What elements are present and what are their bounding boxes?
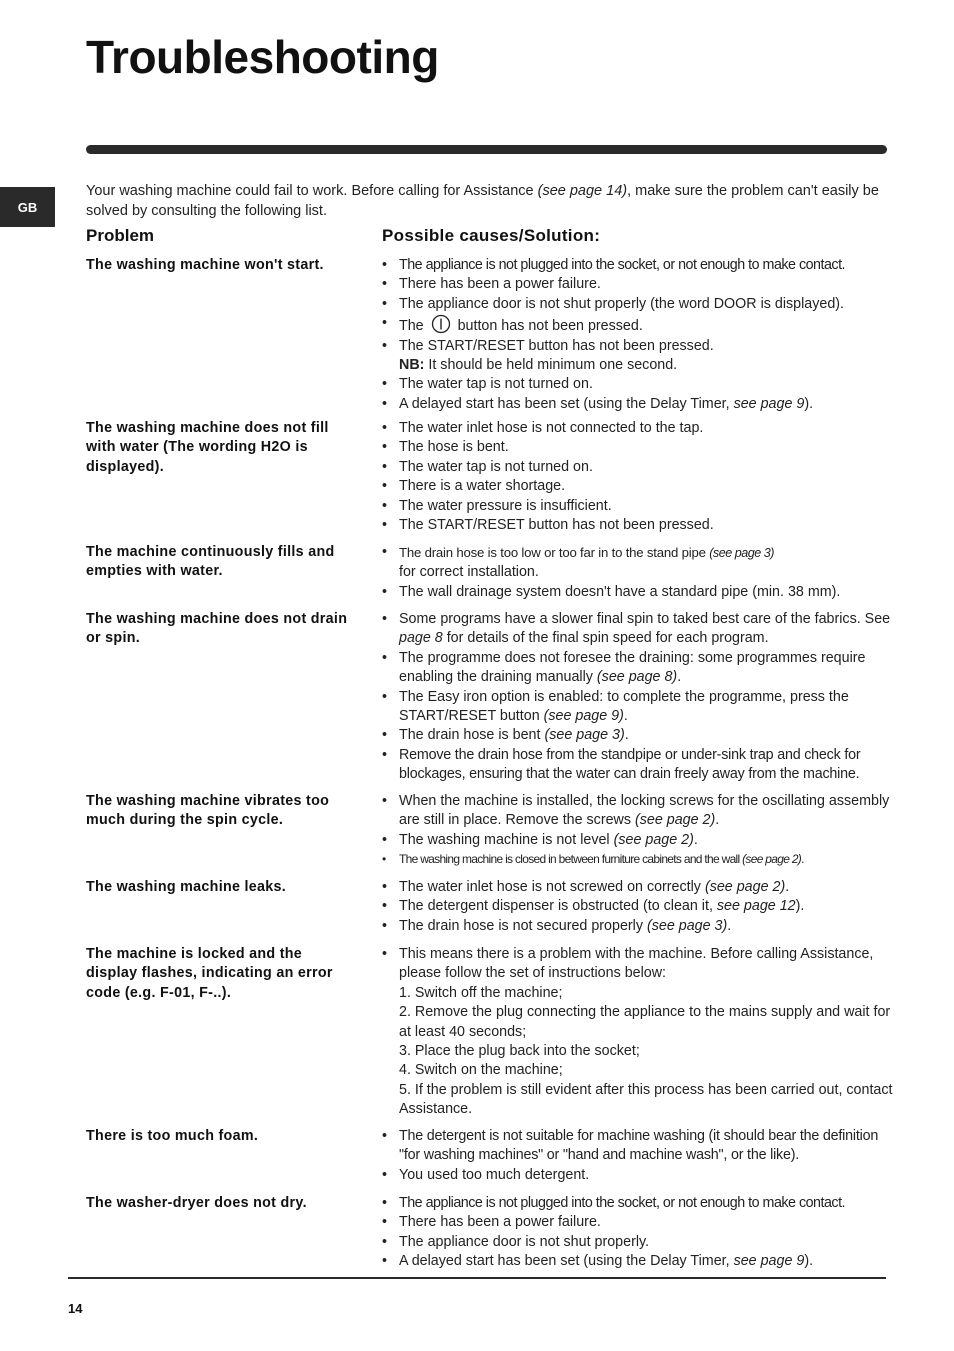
causes-column-header: Possible causes/Solution: — [382, 226, 601, 245]
solution-list — [382, 1127, 894, 1185]
list-step: 1. Switch off the machine; — [399, 984, 563, 1001]
list-item: • The START/RESET button has not been pressed. — [382, 516, 894, 535]
title-divider — [86, 145, 887, 154]
list-item: • There is a water shortage. — [382, 477, 894, 496]
list-item: • This means there is a problem with the machine. Before calling Assistance, please follow the set of instructions below: — [382, 945, 894, 984]
list-step: 3. Place the plug back into the socket; — [399, 1043, 640, 1060]
list-item: • The hose is bent. — [382, 438, 894, 457]
list-item: • The drain hose is bent (see page 3). — [382, 726, 894, 745]
list-item: • The washing machine is not level (see page 2). — [382, 831, 894, 850]
solution-list — [382, 419, 894, 535]
problem-label: There is too much foam. — [86, 1128, 259, 1144]
list-item: • There has been a power failure. — [382, 275, 894, 294]
list-item: • The START/RESET button has not been pressed. NB: It should be held minimum one second. — [382, 337, 894, 376]
solution-list — [382, 610, 894, 785]
list-item: • The drain hose is too low or too far in to the stand pipe (see page 3) for correct installation. — [382, 543, 894, 583]
list-item: • The drain hose is not secured properly (see page 3). — [382, 917, 894, 936]
list-item: • The water tap is not turned on. — [382, 375, 894, 394]
problem-label: The machine continuously fills and empties with water. — [86, 544, 335, 580]
solution-list — [382, 1194, 894, 1272]
list-item: • Some programs have a slower final spin to taked best care of the fabrics. See page 8 for details of the final spin speed for each program. — [382, 610, 894, 649]
language-tab: GB — [0, 187, 55, 227]
solution-list — [382, 543, 894, 602]
list-item: • When the machine is installed, the locking screws for the oscillating assembly are still in place. Remove the screws (see page 2). — [382, 792, 894, 831]
problem-label: The washer-dryer does not dry. — [86, 1195, 307, 1211]
list-item: • The appliance door is not shut properly. — [382, 1233, 894, 1252]
list-item: • A delayed start has been set (using the Delay Timer, see page 9). — [382, 395, 894, 414]
problem-label: The washing machine won't start. — [86, 257, 324, 273]
list-item: • The appliance is not plugged into the socket, or not enough to make contact. — [382, 256, 894, 275]
list-item: • The appliance is not plugged into the socket, or not enough to make contact. — [382, 1194, 894, 1213]
intro-text: Your washing machine could fail to work. Before calling for Assistance (see page 14), make sure the problem can't easily be solved by consulting the following list. — [86, 183, 879, 219]
list-item: • The programme does not foresee the draining: some programmes require enabling the draining manually (see page 8). — [382, 649, 894, 688]
problem-label: The washing machine does not fill with water (The wording H2O is displayed). — [86, 420, 329, 475]
problem-column-header: Problem — [86, 226, 155, 245]
list-item: • The water inlet hose is not connected to the tap. — [382, 419, 894, 438]
list-item: • The wall drainage system doesn't have a standard pipe (min. 38 mm). — [382, 583, 894, 602]
problem-label: The machine is locked and the display flashes, indicating an error code (e.g. F-01, F-..). — [86, 946, 333, 1001]
list-item: • The Easy iron option is enabled: to complete the programme, press the START/RESET button (see page 9). — [382, 688, 894, 727]
solution-list — [382, 792, 894, 870]
list-item: • The appliance door is not shut properly (the word DOOR is displayed). — [382, 295, 894, 314]
list-item: • The water inlet hose is not screwed on correctly (see page 2). — [382, 878, 894, 897]
power-icon — [430, 314, 452, 334]
problem-label: The washing machine leaks. — [86, 879, 287, 895]
solution-list — [382, 256, 894, 414]
list-item: • The water tap is not turned on. — [382, 458, 894, 477]
list-item: • The washing machine is closed in between furniture cabinets and the wall (see page 2). — [382, 850, 894, 869]
list-item: • The water pressure is insufficient. — [382, 497, 894, 516]
problem-label: The washing machine vibrates too much during the spin cycle. — [86, 793, 330, 829]
page-number: 14 — [68, 1301, 83, 1316]
list-item: • The detergent dispenser is obstructed (to clean it, see page 12). — [382, 897, 894, 916]
list-step: 5. If the problem is still evident after this process has been carried out, contact Assistance. — [399, 1081, 893, 1118]
problem-label: The washing machine does not drain or spin. — [86, 611, 348, 647]
page-title: Troubleshooting — [86, 31, 439, 83]
list-item: • You used too much detergent. — [382, 1166, 894, 1185]
list-item: • Remove the drain hose from the standpipe or under-sink trap and check for blockages, ensuring that the water can drain freely away from the machine. — [382, 746, 894, 785]
list-item: • The detergent is not suitable for machine washing (it should bear the definition "for washing machines" or "hand and machine wash", or the like). — [382, 1127, 894, 1166]
solution-list — [382, 945, 894, 1120]
list-item: • There has been a power failure. — [382, 1213, 894, 1232]
list-item: • The button has not been pressed. — [382, 314, 894, 336]
list-item: • A delayed start has been set (using the Delay Timer, see page 9). — [382, 1252, 894, 1271]
solution-list — [382, 878, 894, 936]
list-step: 2. Remove the plug connecting the appliance to the mains supply and wait for at least 40 seconds; — [399, 1004, 891, 1040]
list-step: 4. Switch on the machine; — [399, 1062, 563, 1079]
footer-divider — [68, 1277, 886, 1279]
